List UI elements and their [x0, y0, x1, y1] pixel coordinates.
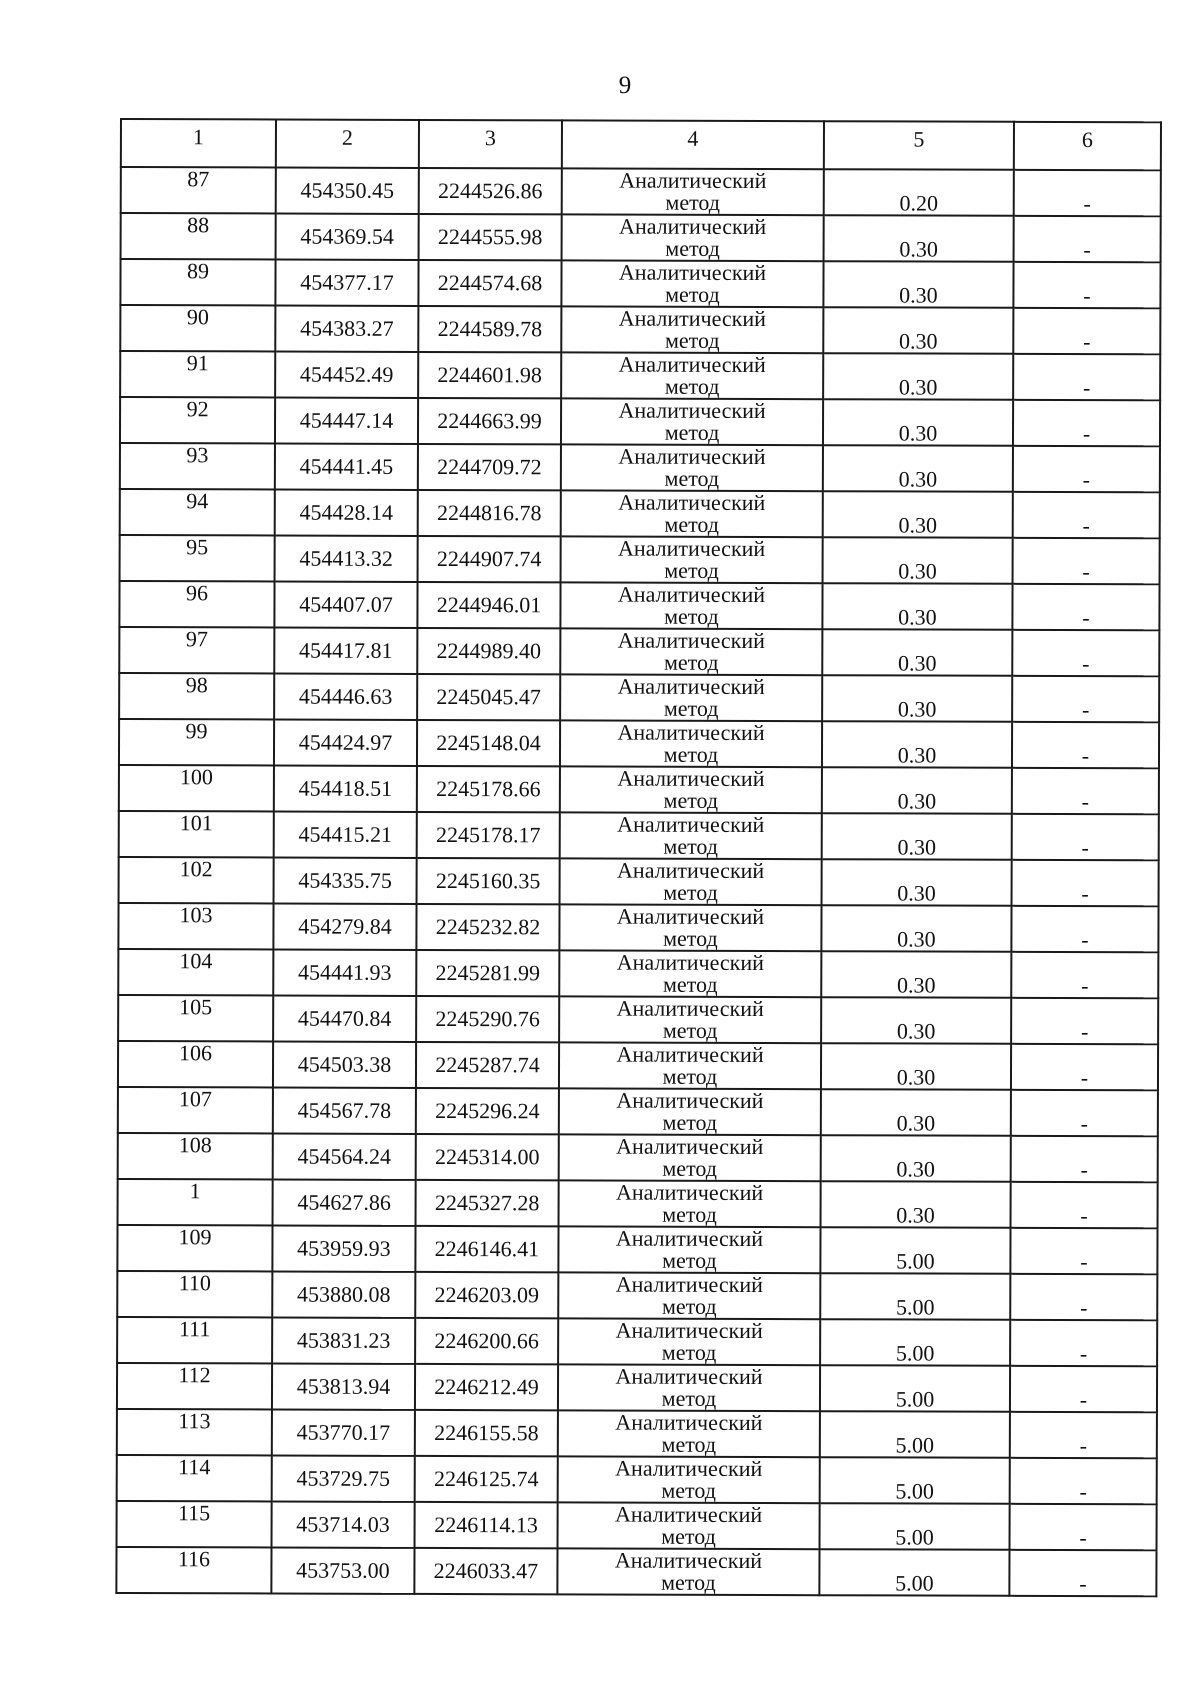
- point-number-cell: 99: [119, 719, 274, 765]
- note-cell: -: [1010, 1320, 1157, 1366]
- method-word: Аналитический: [615, 1363, 763, 1390]
- x-coordinate-cell: 454452.49: [275, 351, 418, 397]
- accuracy-cell: 0.30: [822, 721, 1012, 768]
- method-word: метод: [664, 603, 719, 629]
- method-word: метод: [663, 833, 719, 859]
- accuracy-cell: 0.30: [823, 491, 1013, 538]
- accuracy-cell: 0.30: [821, 1043, 1011, 1090]
- table-row: [117, 1363, 1157, 1412]
- point-number-cell: 108: [118, 1133, 273, 1179]
- method-cell: [559, 1180, 821, 1227]
- method-word: метод: [662, 1109, 718, 1135]
- y-coordinate-cell: 2244663.99: [418, 398, 561, 444]
- accuracy-cell: 0.30: [822, 629, 1012, 676]
- accuracy-cell: 0.30: [821, 1135, 1011, 1182]
- y-coordinate-cell: 2246114.13: [415, 1502, 558, 1548]
- method-cell: [560, 766, 822, 813]
- x-coordinate-cell: 454383.27: [275, 305, 418, 351]
- x-coordinate-cell: 454350.45: [276, 167, 419, 213]
- accuracy-cell: 5.00: [820, 1503, 1010, 1550]
- note-cell: -: [1012, 814, 1159, 860]
- method-word: метод: [662, 1201, 717, 1227]
- table-row: [119, 627, 1159, 676]
- method-cell: [562, 214, 824, 261]
- x-coordinate-cell: 454279.84: [273, 903, 416, 949]
- page-number: 9: [618, 72, 632, 99]
- x-coordinate-cell: 454567.78: [273, 1087, 416, 1133]
- point-number-cell: 101: [119, 811, 274, 857]
- table-row: [120, 489, 1160, 538]
- method-cell: [558, 1226, 820, 1273]
- point-number-cell: 1: [118, 1179, 273, 1225]
- x-coordinate-cell: 453714.03: [272, 1501, 415, 1547]
- x-coordinate-cell: 453813.94: [272, 1363, 415, 1409]
- note-cell: -: [1012, 768, 1159, 814]
- table-row: [121, 213, 1161, 262]
- accuracy-cell: 0.30: [822, 767, 1012, 814]
- note-cell: -: [1010, 1366, 1157, 1412]
- method-cell: [560, 582, 822, 629]
- table-row: [118, 949, 1158, 998]
- y-coordinate-cell: 2246212.49: [415, 1364, 558, 1410]
- method-word: Аналитический: [616, 1087, 764, 1114]
- accuracy-cell: 0.30: [823, 445, 1013, 492]
- accuracy-cell: 0.30: [822, 859, 1012, 906]
- x-coordinate-cell: 454503.38: [273, 1041, 416, 1087]
- x-coordinate-cell: 454627.86: [273, 1179, 416, 1225]
- method-word: Аналитический: [616, 995, 764, 1022]
- table-row: [119, 673, 1159, 722]
- accuracy-cell: 0.30: [824, 215, 1014, 262]
- point-number-cell: 110: [117, 1271, 272, 1317]
- accuracy-cell: 5.00: [820, 1227, 1010, 1274]
- point-number-cell: 92: [120, 397, 275, 443]
- point-number-cell: 93: [120, 443, 275, 489]
- y-coordinate-cell: 2244526.86: [419, 168, 562, 214]
- y-coordinate-cell: 2245178.17: [417, 812, 560, 858]
- table-row: [118, 1087, 1158, 1136]
- accuracy-cell: 5.00: [820, 1365, 1010, 1412]
- method-word: метод: [663, 787, 719, 813]
- accuracy-cell: 0.30: [823, 307, 1013, 354]
- y-coordinate-cell: 2244709.72: [418, 444, 561, 490]
- method-word: Аналитический: [615, 1409, 763, 1436]
- table-row: [120, 259, 1160, 308]
- method-word: метод: [661, 1523, 716, 1549]
- note-cell: -: [1010, 1412, 1157, 1458]
- method-cell: [558, 1502, 820, 1549]
- accuracy-cell: 5.00: [819, 1549, 1009, 1596]
- point-number-cell: 97: [119, 627, 274, 673]
- x-coordinate-cell: 454417.81: [274, 627, 417, 673]
- point-number-cell: 96: [119, 581, 274, 627]
- y-coordinate-cell: 2244946.01: [417, 582, 560, 628]
- y-coordinate-cell: 2244589.78: [418, 306, 561, 352]
- method-word: Аналитический: [619, 213, 767, 240]
- method-cell: [559, 904, 821, 951]
- method-cell: [562, 168, 824, 215]
- note-cell: -: [1011, 1182, 1158, 1228]
- column-header-6: 6: [1014, 122, 1161, 170]
- note-cell: -: [1012, 676, 1159, 722]
- method-word: метод: [661, 1477, 717, 1503]
- method-cell: [559, 996, 821, 1043]
- x-coordinate-cell: 454407.07: [274, 581, 417, 627]
- method-word: Аналитический: [617, 581, 766, 608]
- accuracy-cell: 0.30: [822, 813, 1012, 860]
- table-row: [119, 719, 1159, 768]
- point-number-cell: 115: [117, 1501, 272, 1547]
- method-word: Аналитический: [617, 719, 765, 746]
- table-row: [119, 811, 1159, 860]
- y-coordinate-cell: 2245327.28: [416, 1180, 559, 1226]
- accuracy-cell: 5.00: [820, 1319, 1010, 1366]
- note-cell: -: [1011, 1136, 1158, 1182]
- method-word: Аналитический: [614, 1547, 763, 1574]
- x-coordinate-cell: 453770.17: [272, 1409, 415, 1455]
- method-word: метод: [664, 419, 720, 445]
- point-number-cell: 106: [118, 1041, 273, 1087]
- table-row: [118, 903, 1158, 952]
- table-row: [120, 305, 1160, 354]
- method-word: Аналитический: [617, 627, 765, 654]
- column-header-1: 1: [121, 119, 276, 167]
- accuracy-cell: 0.30: [823, 537, 1013, 584]
- note-cell: -: [1011, 998, 1158, 1044]
- note-cell: -: [1010, 1228, 1157, 1274]
- table-row: [120, 535, 1160, 584]
- method-cell: [558, 1272, 820, 1319]
- method-word: метод: [664, 557, 719, 583]
- table-row: [116, 1547, 1156, 1596]
- x-coordinate-cell: 454441.93: [273, 949, 416, 995]
- table-row: [118, 1133, 1158, 1182]
- accuracy-cell: 5.00: [820, 1457, 1010, 1504]
- method-cell: [560, 812, 822, 859]
- column-header-4: 4: [562, 120, 824, 169]
- y-coordinate-cell: 2244574.68: [418, 260, 561, 306]
- table-row: [117, 1501, 1157, 1550]
- note-cell: -: [1013, 308, 1160, 354]
- note-cell: -: [1011, 1090, 1158, 1136]
- method-word: Аналитический: [618, 535, 766, 562]
- y-coordinate-cell: 2244555.98: [419, 214, 562, 260]
- method-cell: [561, 306, 823, 353]
- method-cell: [561, 260, 823, 307]
- note-cell: -: [1013, 354, 1160, 400]
- y-coordinate-cell: 2245232.82: [416, 904, 559, 950]
- note-cell: -: [1012, 860, 1159, 906]
- x-coordinate-cell: 454447.14: [275, 397, 418, 443]
- y-coordinate-cell: 2244989.40: [417, 628, 560, 674]
- x-coordinate-cell: 453753.00: [271, 1547, 414, 1593]
- method-word: Аналитический: [615, 1271, 763, 1298]
- y-coordinate-cell: 2244816.78: [418, 490, 561, 536]
- accuracy-cell: 0.30: [822, 583, 1012, 630]
- method-word: метод: [661, 1339, 717, 1365]
- note-cell: -: [1011, 906, 1158, 952]
- note-cell: -: [1010, 1504, 1157, 1550]
- method-cell: [560, 720, 822, 767]
- x-coordinate-cell: 454377.17: [275, 259, 418, 305]
- method-word: Аналитический: [616, 903, 765, 930]
- point-number-cell: 107: [118, 1087, 273, 1133]
- accuracy-cell: 0.30: [823, 261, 1013, 308]
- method-word: Аналитический: [618, 351, 766, 378]
- method-cell: [561, 444, 823, 491]
- note-cell: -: [1010, 1458, 1157, 1504]
- method-word: метод: [662, 1017, 718, 1043]
- note-cell: -: [1011, 1044, 1158, 1090]
- table-row: [119, 581, 1159, 630]
- note-cell: -: [1012, 630, 1159, 676]
- y-coordinate-cell: 2246146.41: [415, 1226, 558, 1272]
- point-number-cell: 90: [120, 305, 275, 351]
- method-word: метод: [661, 1431, 717, 1457]
- method-word: метод: [664, 373, 720, 399]
- method-word: Аналитический: [615, 1317, 763, 1344]
- accuracy-cell: 0.30: [821, 1089, 1011, 1136]
- point-number-cell: 104: [118, 949, 273, 995]
- note-cell: -: [1013, 446, 1160, 492]
- y-coordinate-cell: 2245045.47: [417, 674, 560, 720]
- note-cell: -: [1011, 952, 1158, 998]
- table-body: [116, 167, 1160, 1596]
- method-word: Аналитический: [616, 1133, 764, 1160]
- table-row: [117, 1409, 1157, 1458]
- method-word: Аналитический: [616, 1179, 764, 1206]
- y-coordinate-cell: 2245290.76: [416, 996, 559, 1042]
- y-coordinate-cell: 2246200.66: [415, 1318, 558, 1364]
- note-cell: -: [1014, 216, 1161, 262]
- accuracy-cell: 0.30: [821, 905, 1011, 952]
- method-word: метод: [664, 465, 720, 491]
- point-number-cell: 111: [117, 1317, 272, 1363]
- method-cell: [561, 352, 823, 399]
- accuracy-cell: 5.00: [820, 1411, 1010, 1458]
- point-number-cell: 87: [121, 167, 276, 213]
- x-coordinate-cell: 454413.32: [275, 535, 418, 581]
- table-row: [120, 443, 1160, 492]
- method-word: Аналитический: [617, 765, 765, 792]
- method-word: Аналитический: [618, 305, 766, 332]
- y-coordinate-cell: 2245160.35: [417, 858, 560, 904]
- y-coordinate-cell: 2245281.99: [416, 950, 559, 996]
- note-cell: -: [1010, 1274, 1157, 1320]
- method-cell: [558, 1364, 820, 1411]
- x-coordinate-cell: 454470.84: [273, 995, 416, 1041]
- method-word: метод: [664, 511, 720, 537]
- method-word: метод: [663, 695, 719, 721]
- point-number-cell: 94: [120, 489, 275, 535]
- table-row: [117, 1455, 1157, 1504]
- method-cell: [561, 490, 823, 537]
- point-number-cell: 103: [118, 903, 273, 949]
- x-coordinate-cell: 454335.75: [274, 857, 417, 903]
- point-number-cell: 102: [119, 857, 274, 903]
- x-coordinate-cell: 454415.21: [274, 811, 417, 857]
- method-word: Аналитический: [614, 1501, 763, 1528]
- method-cell: [559, 1042, 821, 1089]
- y-coordinate-cell: 2245287.74: [416, 1042, 559, 1088]
- method-word: Аналитический: [616, 949, 764, 976]
- method-word: метод: [662, 1155, 718, 1181]
- method-cell: [559, 1134, 821, 1181]
- y-coordinate-cell: 2245296.24: [416, 1088, 559, 1134]
- method-word: Аналитический: [616, 1041, 764, 1068]
- table-row: [119, 765, 1159, 814]
- accuracy-cell: 0.30: [821, 1181, 1011, 1228]
- point-number-cell: 109: [117, 1225, 272, 1271]
- method-word: Аналитический: [615, 1455, 763, 1482]
- method-cell: [559, 950, 821, 997]
- note-cell: -: [1013, 492, 1160, 538]
- method-cell: [561, 398, 823, 445]
- point-number-cell: 95: [120, 535, 275, 581]
- method-word: метод: [663, 649, 719, 675]
- method-cell: [560, 858, 822, 905]
- y-coordinate-cell: 2246155.58: [415, 1410, 558, 1456]
- table-row: [121, 167, 1161, 216]
- x-coordinate-cell: 454446.63: [274, 673, 417, 719]
- point-number-cell: 113: [117, 1409, 272, 1455]
- table-row: [117, 1271, 1157, 1320]
- point-number-cell: 89: [120, 259, 275, 305]
- coordinates-table: [115, 118, 1162, 1597]
- y-coordinate-cell: 2246203.09: [415, 1272, 558, 1318]
- point-number-cell: 100: [119, 765, 274, 811]
- table-row: [118, 1041, 1158, 1090]
- accuracy-cell: 0.30: [823, 399, 1013, 446]
- note-cell: -: [1013, 262, 1160, 308]
- method-cell: [559, 1088, 821, 1135]
- x-coordinate-cell: 454369.54: [276, 213, 419, 259]
- method-word: метод: [663, 741, 719, 767]
- method-word: Аналитический: [617, 811, 765, 838]
- method-word: Аналитический: [619, 167, 767, 194]
- point-number-cell: 114: [117, 1455, 272, 1501]
- x-coordinate-cell: 453959.93: [272, 1225, 415, 1271]
- note-cell: -: [1014, 170, 1161, 216]
- note-cell: -: [1012, 722, 1159, 768]
- table-row: [118, 1179, 1158, 1228]
- note-cell: -: [1009, 1550, 1156, 1596]
- y-coordinate-cell: 2245148.04: [417, 720, 560, 766]
- method-word: метод: [661, 1293, 717, 1319]
- method-word: Аналитический: [617, 857, 765, 884]
- column-header-5: 5: [824, 121, 1014, 170]
- y-coordinate-cell: 2244907.74: [418, 536, 561, 582]
- method-word: метод: [665, 189, 721, 215]
- method-cell: [557, 1548, 819, 1595]
- method-word: Аналитический: [615, 1225, 764, 1252]
- table-row: [120, 351, 1160, 400]
- x-coordinate-cell: 454418.51: [274, 765, 417, 811]
- y-coordinate-cell: 2244601.98: [418, 352, 561, 398]
- x-coordinate-cell: 454424.97: [274, 719, 417, 765]
- method-word: метод: [665, 281, 720, 307]
- note-cell: -: [1013, 400, 1160, 446]
- table-row: [117, 1317, 1157, 1366]
- note-cell: -: [1012, 584, 1159, 630]
- accuracy-cell: 0.20: [824, 169, 1014, 216]
- column-header-2: 2: [276, 119, 419, 167]
- accuracy-cell: 0.30: [821, 951, 1011, 998]
- column-header-3: 3: [419, 120, 562, 168]
- y-coordinate-cell: 2246125.74: [415, 1456, 558, 1502]
- method-word: метод: [661, 1569, 716, 1595]
- point-number-cell: 88: [121, 213, 276, 259]
- method-word: метод: [663, 925, 718, 951]
- method-word: Аналитический: [617, 673, 765, 700]
- x-coordinate-cell: 453729.75: [272, 1455, 415, 1501]
- method-word: Аналитический: [618, 259, 767, 286]
- header-row: [121, 119, 1161, 170]
- method-word: метод: [662, 1247, 717, 1273]
- x-coordinate-cell: 453831.23: [272, 1317, 415, 1363]
- method-cell: [560, 628, 822, 675]
- accuracy-cell: 0.30: [823, 353, 1013, 400]
- x-coordinate-cell: 454428.14: [275, 489, 418, 535]
- table-row: [118, 995, 1158, 1044]
- table-row: [117, 1225, 1157, 1274]
- x-coordinate-cell: 453880.08: [272, 1271, 415, 1317]
- note-cell: -: [1013, 538, 1160, 584]
- accuracy-cell: 5.00: [820, 1273, 1010, 1320]
- method-cell: [560, 674, 822, 721]
- point-number-cell: 91: [120, 351, 275, 397]
- y-coordinate-cell: 2245314.00: [416, 1134, 559, 1180]
- y-coordinate-cell: 2245178.66: [417, 766, 560, 812]
- point-number-cell: 116: [116, 1547, 271, 1593]
- point-number-cell: 105: [118, 995, 273, 1041]
- method-word: метод: [662, 1063, 718, 1089]
- method-word: Аналитический: [618, 489, 766, 516]
- accuracy-cell: 0.30: [821, 997, 1011, 1044]
- x-coordinate-cell: 454441.45: [275, 443, 418, 489]
- method-cell: [558, 1456, 820, 1503]
- method-cell: [558, 1318, 820, 1365]
- method-word: Аналитический: [618, 443, 766, 470]
- accuracy-cell: 0.30: [822, 675, 1012, 722]
- method-word: метод: [663, 879, 718, 905]
- table-row: [119, 857, 1159, 906]
- method-cell: [558, 1410, 820, 1457]
- method-word: метод: [664, 327, 720, 353]
- method-word: метод: [662, 971, 718, 997]
- y-coordinate-cell: 2246033.47: [414, 1548, 557, 1594]
- method-word: метод: [665, 235, 720, 261]
- method-cell: [561, 536, 823, 583]
- point-number-cell: 98: [119, 673, 274, 719]
- method-word: метод: [661, 1385, 717, 1411]
- x-coordinate-cell: 454564.24: [273, 1133, 416, 1179]
- method-word: Аналитический: [618, 397, 766, 424]
- table-row: [120, 397, 1160, 446]
- point-number-cell: 112: [117, 1363, 272, 1409]
